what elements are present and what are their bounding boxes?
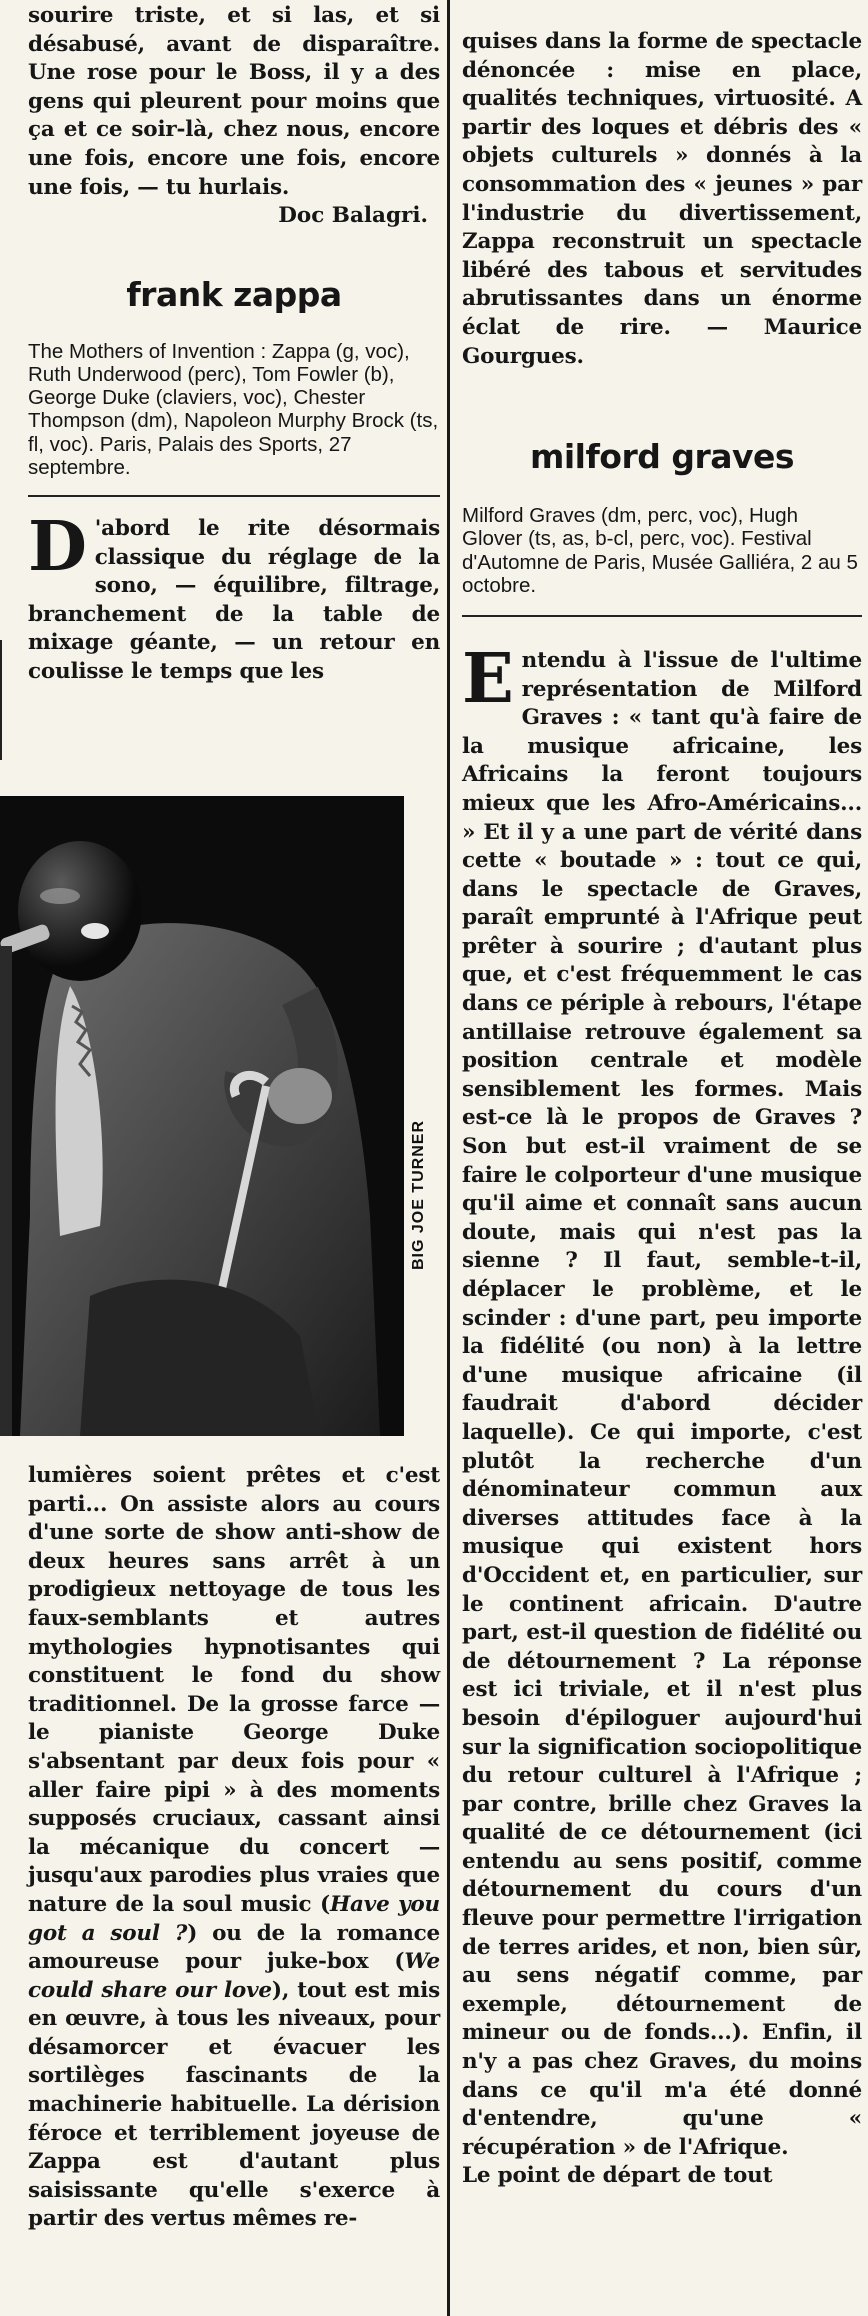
- right-column: [462, 0, 862, 2191]
- graves-credits: Milford Graves (dm, perc, voc), Hugh Glover (ts, as, b-cl, perc, voc). Festival d'Automne de Paris, Musée Galliéra, 2 au 5 octobre.: [462, 504, 858, 597]
- graves-heading: milford graves: [529, 437, 795, 477]
- graves-dropcap: E: [462, 638, 514, 719]
- zappa-paragraph-1: [28, 506, 440, 687]
- zappa-paragraph-2-part-a: lumières soient prêtes et c'est parti... On assiste alors au cours d'une sorte de show anti-show de deux heures sans arrêt à un prodigieux nettoyage de tous les faux-semblants et autres mythologies hypnotisantes qui constituent le fond du show traditionnel. De la grosse farce — le pianiste George Duke s'absentant par deux fois pour « aller faire pipi » à des moments supposés cruciaux, cassant ainsi la mécanique du concert — jusqu'aux parodies plus vraies que nature de la soul music (: [28, 1463, 440, 1917]
- concert-photo: [0, 796, 404, 1436]
- zappa-paragraph-1-text: 'abord le rite désormais classique du réglage de la sono, — équilibre, filtrage, branchement de la table de mixage géante, — un retour en coulisse le temps que les: [28, 515, 440, 684]
- left-margin-rule: [0, 640, 2, 760]
- zappa-continuation: quises dans la forme de spectacle dénoncée : mise en place, qualités techniques, virtuosité. A partir des loques et débris des « objets culturels » donnés à la consommation des « jeunes » par l'industrie du divertissement, Zappa reconstruit un spectacle libéré des tabous et servitudes abrutissantes dans un énorme éclat de rire. — Maurice Gourgues.: [462, 29, 862, 369]
- zappa-italic-title-1: Have you got a soul ?: [28, 1891, 440, 1946]
- zappa-paragraph-2-part-b: ) ou de la romance amoureuse pour juke-box (: [28, 1920, 440, 1975]
- left-column: [28, 0, 440, 687]
- zappa-paragraph-2-part-c: ), tout est mis en œuvre, à tous les niveaux, pour désamorcer et évacuer les sortilèges fascinants de la machinerie habituelle. La dérision féroce et terriblement joyeuse de Zappa est d'autant plus saisissante qu'elle s'exerce à partir des vertus mêmes re-: [28, 1977, 440, 2232]
- graves-paragraph: [462, 638, 862, 2162]
- zappa-dropcap: D: [28, 506, 87, 587]
- graves-last-line: Le point de départ de tout: [462, 2163, 773, 2189]
- left-column-lower: [28, 1462, 440, 2234]
- graves-paragraph-text: ntendu à l'issue de l'ultime représentation de Milford Graves : « tant qu'à faire de la musique africaine, les Africains la feront toujours mieux que les Afro-Américains... » Et il y a une part de vérité dans cette « boutade » : tout ce qui, dans le spectacle de Graves, paraît emprunté à l'Afrique peut prêter à sourire ; d'autant plus que, et c'est fréquemment le cas dans ce périple à rebours, l'étape antillaise retrouve également sa position centrale et modèle sensiblement les formes. Mais est-ce là le propos de Graves ? Son but est-il vraiment de se faire le colporteur d'une musique qu'il aime et connaît sans aucun doute, mais qui n'est pas la sienne ? Il faut, semble-t-il, déplacer le problème, et le scinder : d'une part, peu importe la fidélité (ou non) à la lettre d'une musique africaine (il faudrait d'abord décider laquelle). Ce qui importe, c'est plutôt la recherche d'un dénominateur commun aux diverses attitudes face à la musique qui existent hors d'Occident et, en particulier, sur le continent africain. D'autre part, est-il question de fidélité ou de détournement ? La réponse est ici triviale, et il n'est plus besoin d'épiloguer aujourd'hui sur la signification sociopolitique du retour culturel à l'Afrique ; par contre, brille chez Graves la qualité de ce détournement (ici entendu au sens positif, comme détournement du cours d'un fleuve pour permettre l'irrigation de terres arides, et non, bien sûr, au sens négatif comme, par exemple, détournement de mineur ou de fonds...). Enfin, il n'y a pas chez Graves, du moins dans ce qu'il m'a été donné d'entendre, qu'une « récupération » de l'Afrique.: [462, 647, 862, 2160]
- intro-paragraph: sourire triste, et si las, et si désabusé, avant de disparaître. Une rose pour le Boss, il y a des gens qui pleurent pour moins que ça et ce soir-là, chez nous, encore une fois, encore une fois, encore une fois, — tu hurlais.: [28, 3, 440, 200]
- column-divider: [447, 0, 450, 2316]
- zappa-paragraph-2: [28, 1462, 440, 2234]
- zappa-credits: The Mothers of Invention : Zappa (g, voc), Ruth Underwood (perc), Tom Fowler (b), George Duke (claviers, voc), Chester Thompson (dm), Napoleon Murphy Brock (ts, fl, voc). Paris, Palais des Sports, 27 septembre.: [28, 339, 439, 479]
- intro-signature: Doc Balagri.: [278, 203, 428, 229]
- photo-illustration: [0, 796, 404, 1436]
- photo-credit: BIG JOE TURNER: [410, 1119, 427, 1270]
- zappa-italic-title-2: We could share our love: [28, 1949, 440, 2003]
- zappa-heading: frank zappa: [126, 274, 342, 314]
